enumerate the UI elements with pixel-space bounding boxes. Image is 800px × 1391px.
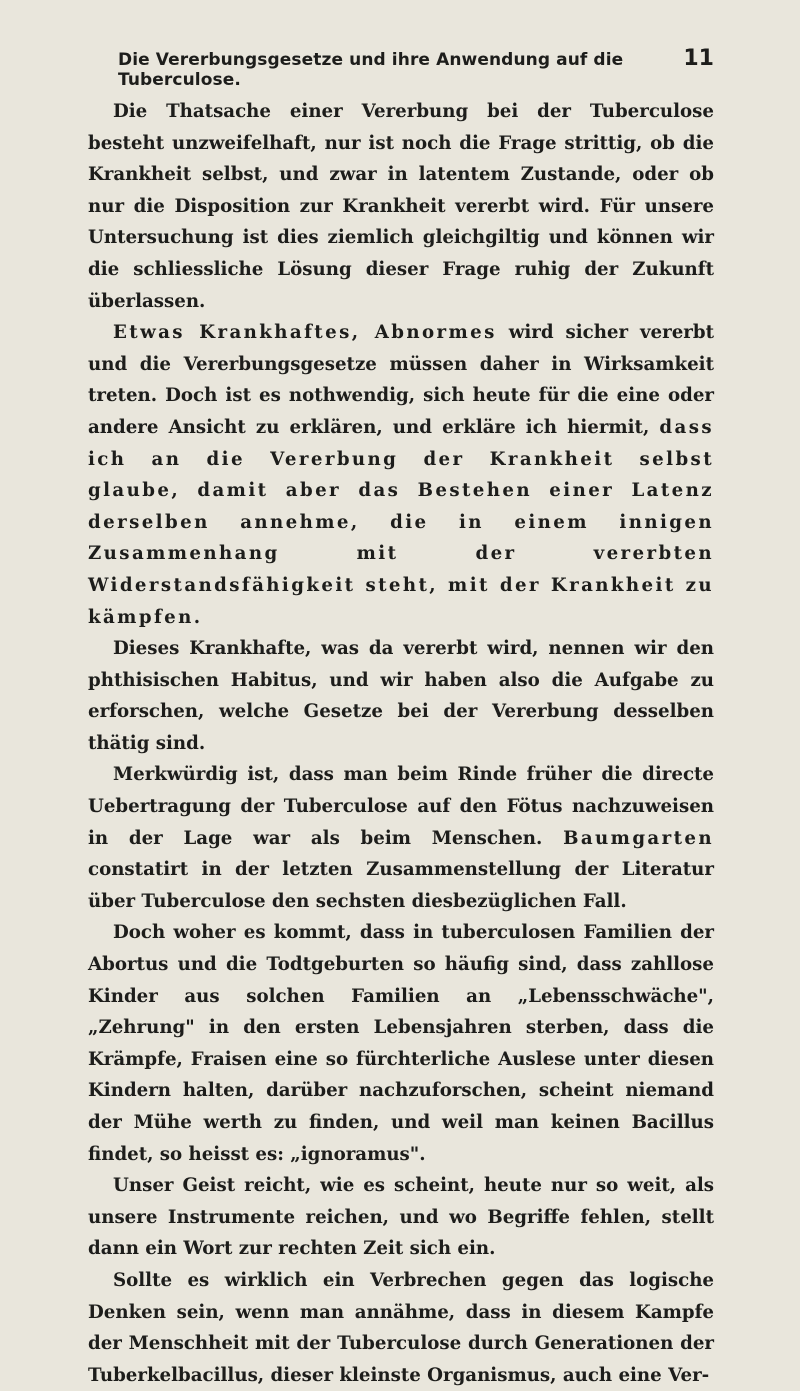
paragraph-2 (88, 317, 714, 633)
paragraph-1: Die Thatsache einer Vererbung bei der Tuberculose besteht unzweifelhaft, nur ist noch die Frage strittig, ob die Krankheit selbst, und zwar in latentem Zustande, oder ob nur die Disposition zur Krankheit vererbt wird. Für unsere Untersuchung ist dies ziemlich gleichgiltig und können wir die schliessliche Lösung dieser Frage ruhig der Zukunft überlassen. (88, 101, 714, 312)
paragraph-2-text: wird sicher vererbt und die Vererbungsgesetze müssen daher in Wirksamkeit treten. Doch ist es nothwendig, sich heute für die eine oder andere Ansicht zu erklären, und erkläre ich hiermit, (88, 322, 714, 438)
paragraph-5: Doch woher es kommt, dass in tuberculosen Familien der Abortus und die Todtgeburten so häufig sind, dass zahllose Kinder aus solchen Familien an „Lebensschwäche", „Zehrung" in den ersten Lebensjahren sterben, dass die Krämpfe, Fraisen eine so fürchterliche Auslese unter diesen Kindern halten, darüber nachzuforschen, scheint niemand der Mühe werth zu finden, und weil man keinen Bacillus findet, so heisst es: „ignoramus". (88, 922, 714, 1165)
paragraph-4-text-a: Merkwürdig ist, dass man beim Rinde früher die directe Uebertragung der Tuberculose auf den Fötus nachzuweisen in der Lage war als beim Menschen. (88, 764, 714, 849)
body-text (88, 96, 714, 1391)
paragraph-7: Sollte es wirklich ein Verbrechen gegen das logische Denken sein, wenn man annähme, dass in diesem Kampfe der Menschheit mit der Tuberculose durch Generationen der Tuberkelbacillus, dieser kleinste Organismus, auch eine Ver- (88, 1269, 714, 1386)
running-header (118, 46, 714, 90)
paragraph-3: Dieses Krankhafte, was da vererbt wird, nennen wir den phthisischen Habitus, und wir haben also die Aufgabe zu erforschen, welche Gesetze bei der Vererbung desselben thätig sind. (88, 638, 714, 754)
running-header-title: Die Vererbungsgesetze und ihre Anwendung auf die Tuberculose. (118, 50, 624, 90)
emphasis-spaced-statement: dass ich an die Vererbung der Krankheit selbst glaube, damit aber das Bestehen einer Latenz derselben annehme, die in einem innigen Zusammenhang mit der vererbten Widerstandsfähigkeit steht, mit der Krankheit zu kämpfen. (88, 416, 714, 628)
paragraph-4 (88, 759, 714, 917)
paragraph-4-text-b: constatirt in der letzten Zusammenstellung der Literatur über Tuberculose den sechsten diesbezüglichen Fall. (88, 859, 714, 912)
author-name-baumgarten: Baumgarten (563, 827, 714, 849)
page-number: 11 (683, 46, 714, 71)
emphasis-spaced: Etwas Krankhaftes, Abnormes (113, 322, 497, 344)
paragraph-6: Unser Geist reicht, wie es scheint, heute nur so weit, als unsere Instrumente reichen, und wo Begriffe fehlen, stellt dann ein Wort zur rechten Zeit sich ein. (88, 1175, 714, 1260)
